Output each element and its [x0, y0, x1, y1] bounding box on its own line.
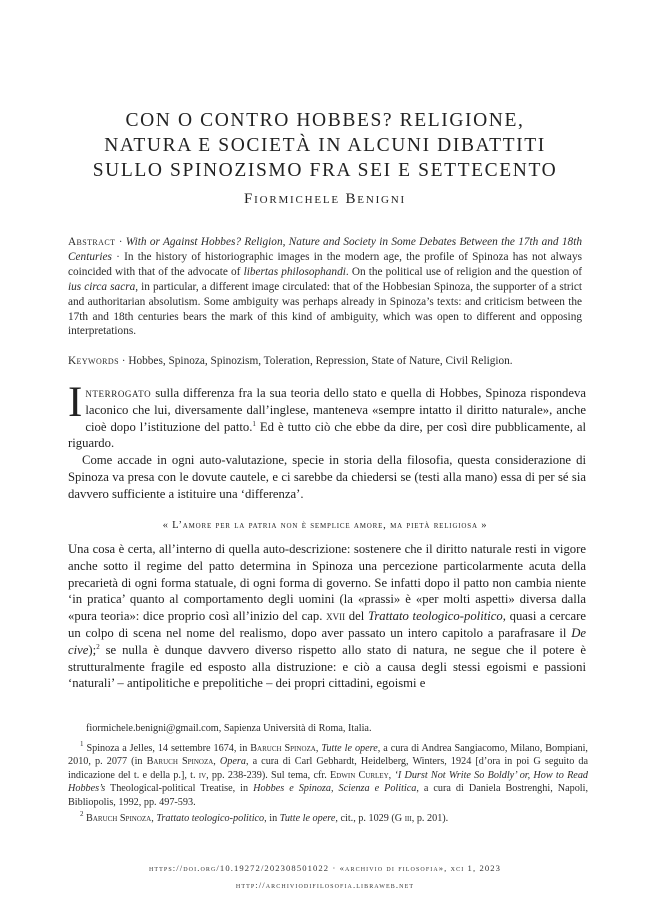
footnote-1-number: 1 [80, 739, 84, 748]
p3-text-4: ); [88, 642, 97, 657]
footer-doi[interactable]: https://doi.org/10.19272/202308501022 · «archivio di filosofia», xci 1, 2023 [148, 863, 502, 873]
fn1-title-4: Hobbes e Spinoza, Scienza e Politica [253, 783, 417, 795]
fn2-text-h: , p. 201). [411, 812, 449, 824]
fn1-text-m: , [388, 769, 395, 781]
fn1-author-2: Baruch Spinoza [146, 756, 214, 768]
fn2-text-b: , [151, 812, 157, 824]
p3-italic-1: Trattato teologico-politico [367, 609, 503, 624]
fn2-text-f: , cit., p. 1029 (G [335, 812, 405, 824]
abstract-italic-1: libertas philosophandi [243, 265, 346, 278]
title-line-3: SULLO SPINOZISMO FRA SEI E SETTECENTO [92, 160, 558, 181]
footnote-2-number: 2 [80, 809, 84, 818]
title-line-2: NATURA E SOCIETÀ IN ALCUNI DIBATTITI [104, 135, 546, 156]
affiliation-note: fiormichele.benigni@gmail.com, Sapienza Università di Roma, Italia. [86, 723, 372, 734]
abstract [68, 235, 582, 339]
abstract-text-1: · In the history of historiographic images in the modern age, the profile of Spinoza has not always coincided with that of the advocate of [68, 250, 582, 278]
footer-url[interactable]: http://archiviodifilosofia.libraweb.net [235, 880, 415, 890]
lead-word: nterrogato [85, 386, 152, 400]
fn1-text-k: , pp. 238-239). Sul tema, cfr. [206, 769, 330, 781]
keywords-text: · Hobbes, Spinoza, Spinozism, Toleration, Repression, State of Nature, Civil Religion. [118, 355, 513, 367]
paragraph-1 [68, 379, 587, 452]
fn2-title-2: Tutte le opere [279, 812, 336, 824]
fn1-title-1: Tutte le opere [321, 742, 378, 754]
paragraph-3 [68, 541, 586, 692]
title-line-1: CON O CONTRO HOBBES? RELIGIONE, [125, 110, 525, 131]
footnote-ref-1[interactable]: 1 [252, 419, 256, 428]
drop-cap: I [68, 379, 83, 426]
body-text-2 [68, 541, 586, 692]
article-title [0, 108, 650, 183]
fn1-volume: iv [198, 769, 207, 781]
fn2-text-d: , in [264, 812, 280, 824]
p3-text-3: , quasi a cercare un colpo di scena nel nome del realismo, dopo aver passato un intero capitolo a parafrasare il [68, 609, 586, 640]
footnote-2 [68, 809, 588, 826]
section-heading: « L’amore per la patria non è semplice amore, ma pietà religiosa » [162, 520, 488, 531]
fn1-author-1: Baruch Spinoza [250, 742, 316, 754]
fn1-text-e: , a cura di Andrea Sangiacomo, Milano, Bompiani, 2010, p. 2077 (in [68, 742, 588, 768]
footnotes [68, 722, 588, 827]
abstract-text-3: , in particular, a different image circulated: that of the Hobbesian Spinoza, the supporter of a strict and authoritarian absolutism. Some ambiguity was perhaps already in Spinoza’s texts: and criticism between the 17th and 18th centuries bears the mark of this kind of ambiguity, which was open to different and opposing interpretations. [68, 280, 582, 338]
author-name: Fiormichele Benigni [243, 191, 406, 207]
p3-text-1: Una cosa è certa, all’interno di quella auto-descrizione: sostenere che il diritto naturale resti in vigore anche sotto il regime del patto determina in Spinoza una percezione particolarmente acuta della precarietà di ogni forma statuale, di ogni forma di governo. Se infatti dopo il patto non cambia niente ‘in pratica’ quanto al comportamento degli uomini (la «prassi» è «per molti aspetti» diversa dalla «pura teoria»: dice proprio così all’inizio del cap. [68, 542, 586, 624]
fn1-text-q: , a cura di Daniela Bostrenghi, Napoli, Bibliopolis, 1992, pp. 497-593. [68, 783, 589, 808]
fn2-author: Baruch Spinoza [83, 812, 152, 824]
fn1-author-3: Edwin Curley [330, 769, 389, 781]
fn1-text-i: , a cura di Carl Gebhardt, Heidelberg, Winters, 1924 [d’ora in poi G seguito da indicazione del t. e della p.], t. [68, 756, 588, 781]
abstract-english-title: With or Against Hobbes? Religion, Nature and Society in Some Debates Between the 17th and 18th Centuries [68, 236, 582, 263]
body-text [68, 379, 587, 503]
fn1-text-g: , [213, 756, 220, 768]
fn1-title-2: Opera [219, 756, 246, 768]
footnote-ref-2[interactable]: 2 [96, 642, 100, 651]
fn2-title-1: Trattato teologico-politico [156, 812, 265, 824]
fn1-text-c: , [315, 742, 322, 754]
abstract-text-2: . On the political use of religion and the question of [345, 265, 582, 278]
paragraph-2: Come accade in ogni auto-valutazione, specie in storia della filosofia, questa considerazione di Spinoza va presa con le dovute cautele, e ci sarebbe da chiedersi se (testi alla mano) essa di per sé sia davvero sufficiente a istituire una ‘differenza’. [68, 453, 586, 501]
fn1-text-a: Spinoza a Jelles, 14 settembre 1674, in [83, 742, 251, 754]
fn1-text-o: Theological-political Treatise, in [105, 783, 254, 795]
abstract-separator: · [115, 236, 126, 248]
fn1-title-3: ‘I Durst Not Write So Boldly’ or, How to Read Hobbes’s [68, 769, 589, 795]
paragraph-1-text: sulla differenza fra la sua teoria dello stato e quella di Hobbes, Spinoza rispondeva laconico che lui, diversamente dall’inglese, manteneva «sempre intatto il diritto naturale», anche cioè dopo l’istituzione del patto. [85, 386, 586, 434]
keywords-label: Keywords [68, 355, 119, 367]
footnote-1 [68, 739, 589, 810]
p3-text-2: del [345, 609, 368, 624]
paragraph-1-text-after: Ed è tutto ciò che ebbe da dire, per così dire pubblicamente, al riguardo. [68, 419, 587, 451]
p3-text-5: se nulla è dunque davvero diverso rispetto allo stato di natura, ne segue che il potere è strutturalmente fragile ed esposto alla distruzione: e ciò a causa degli stessi egoismi e passioni ‘naturali’ – antipolitiche e prepolitiche – dei propri cittadini, egoismi e [68, 642, 586, 691]
chapter-number: xvii [326, 609, 346, 624]
abstract-label: Abstract [68, 236, 116, 248]
abstract-italic-2: ius circa sacra [68, 280, 136, 293]
fn2-volume: iii [404, 812, 412, 824]
p3-italic-2: De cive [68, 625, 586, 657]
keywords [68, 354, 588, 369]
